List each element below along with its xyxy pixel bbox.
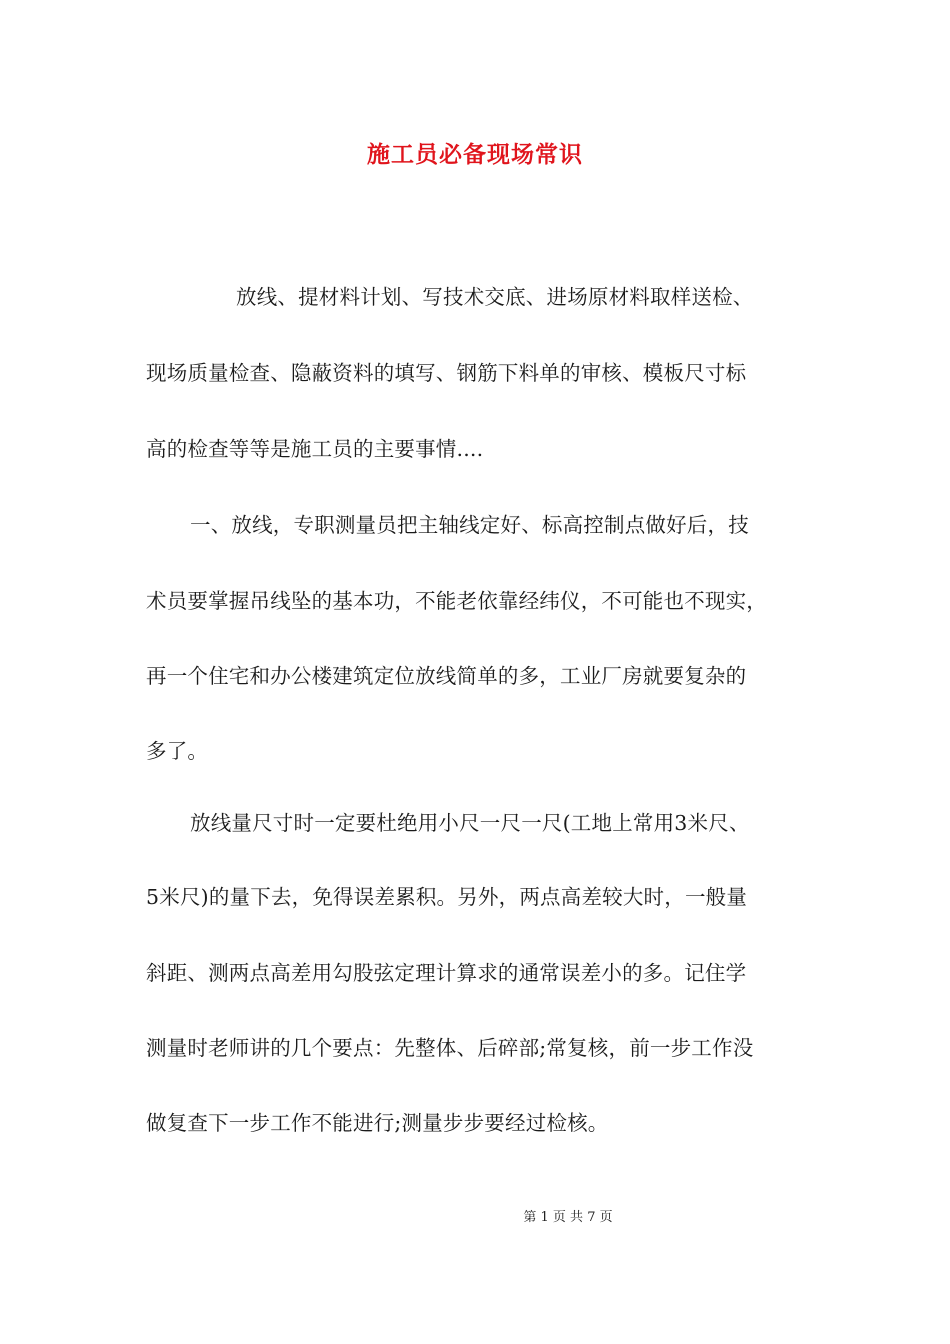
paragraph-line: 术员要掌握吊线坠的基本功，不能老依靠经纬仪，不可能也不现实， xyxy=(146,589,767,613)
paragraph-line: 放线、提材料计划、写技术交底、进场原材料取样送检、 xyxy=(236,285,754,309)
paragraph-line: 放线量尺寸时一定要杜绝用小尺一尺一尺(工地上常用3米尺、 xyxy=(190,811,750,835)
paragraph-line: 一、放线，专职测量员把主轴线定好、标高控制点做好后，技 xyxy=(190,513,749,537)
paragraph-line: 测量时老师讲的几个要点：先整体、后碎部;常复核，前一步工作没 xyxy=(146,1036,754,1060)
document-title: 施工员必备现场常识 xyxy=(367,141,583,168)
paragraph-line: 斜距、测两点高差用勾股弦定理计算求的通常误差小的多。记住学 xyxy=(146,961,747,985)
paragraph-line: 5米尺)的量下去，免得误差累积。另外，两点高差较大时，一般量 xyxy=(146,885,748,909)
paragraph-line: 现场质量检查、隐蔽资料的填写、钢筋下料单的审核、模板尺寸标 xyxy=(146,361,747,385)
paragraph-line: 多了。 xyxy=(146,739,209,763)
paragraph-line: 再一个住宅和办公楼建筑定位放线简单的多，工业厂房就要复杂的 xyxy=(146,664,747,688)
paragraph-line: 做复查下一步工作不能进行;测量步步要经过检核。 xyxy=(146,1111,609,1135)
page-footer: 第 1 页 共 7 页 xyxy=(523,1210,613,1225)
paragraph-line: 高的检查等等是施工员的主要事情.... xyxy=(146,437,484,461)
